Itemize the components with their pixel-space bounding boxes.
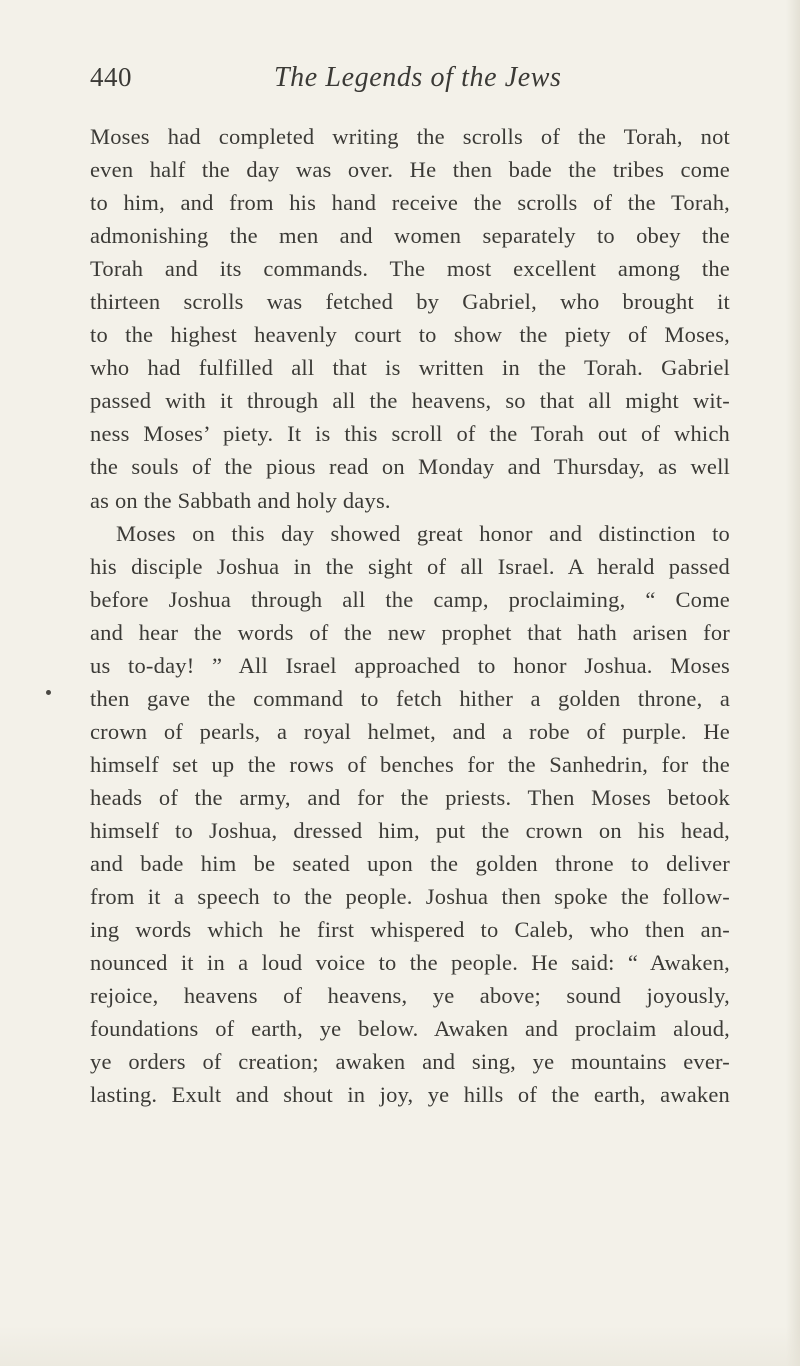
paragraph-first-line: Moses on this day showed great honor and distinction to bbox=[116, 520, 730, 546]
text-line: foundations of earth, ye below. Awaken and proclaim aloud, bbox=[90, 1016, 730, 1042]
page-edge-shadow bbox=[786, 0, 800, 1366]
text-line: who had fulfilled all that is written in the Torah. Gabriel bbox=[90, 355, 730, 381]
text-line: then gave the command to fetch hither a golden throne, a bbox=[90, 685, 730, 711]
running-title: The Legends of the Jews bbox=[274, 62, 562, 93]
text-line: heads of the army, and for the priests. Then Moses betook bbox=[90, 784, 730, 810]
paragraph-end-line: as on the Sabbath and holy days. bbox=[90, 487, 391, 513]
text-line: Moses had completed writing the scrolls of the Torah, not bbox=[90, 124, 730, 149]
text-line: ness Moses’ piety. It is this scroll of the Torah out of which bbox=[90, 421, 730, 447]
text-line: to him, and from his hand receive the scrolls of the Torah, bbox=[90, 190, 730, 216]
text-line: admonishing the men and women separately to obey the bbox=[90, 223, 730, 249]
text-line: lasting. Exult and shout in joy, ye hills of the earth, awaken bbox=[90, 1082, 730, 1108]
body-text bbox=[90, 120, 730, 1111]
margin-dot bbox=[46, 690, 51, 695]
text-line: thirteen scrolls was fetched by Gabriel, who brought it bbox=[90, 289, 730, 315]
text-line: ing words which he first whispered to Caleb, who then an- bbox=[90, 917, 730, 943]
text-line: to the highest heavenly court to show the piety of Moses, bbox=[90, 322, 730, 348]
text-line: passed with it through all the heavens, so that all might wit- bbox=[90, 388, 730, 414]
text-line: ye orders of creation; awaken and sing, ye mountains ever- bbox=[90, 1049, 730, 1075]
running-head bbox=[90, 62, 730, 102]
text-line: and bade him be seated upon the golden throne to deliver bbox=[90, 851, 730, 877]
text-line: the souls of the pious read on Monday and Thursday, as well bbox=[90, 454, 730, 480]
text-line: us to-day! ” All Israel approached to honor Joshua. Moses bbox=[90, 652, 730, 678]
page-number: 440 bbox=[90, 62, 132, 92]
text-line: his disciple Joshua in the sight of all Israel. A herald passed bbox=[90, 553, 730, 579]
text-line: and hear the words of the new prophet that hath arisen for bbox=[90, 619, 730, 645]
text-line: crown of pearls, a royal helmet, and a robe of purple. He bbox=[90, 718, 730, 744]
text-line: Torah and its commands. The most excellent among the bbox=[90, 256, 730, 282]
text-line: even half the day was over. He then bade the tribes come bbox=[90, 157, 730, 183]
text-line: rejoice, heavens of heavens, ye above; sound joyously, bbox=[90, 983, 730, 1009]
text-line: before Joshua through all the camp, proclaiming, “ Come bbox=[90, 586, 730, 612]
page-bottom-shadow bbox=[0, 1326, 800, 1366]
text-line: himself to Joshua, dressed him, put the crown on his head, bbox=[90, 817, 730, 843]
text-line: himself set up the rows of benches for the Sanhedrin, for the bbox=[90, 751, 730, 777]
text-line: from it a speech to the people. Joshua then spoke the follow- bbox=[90, 884, 730, 910]
text-line: nounced it in a loud voice to the people. He said: “ Awaken, bbox=[90, 950, 730, 976]
